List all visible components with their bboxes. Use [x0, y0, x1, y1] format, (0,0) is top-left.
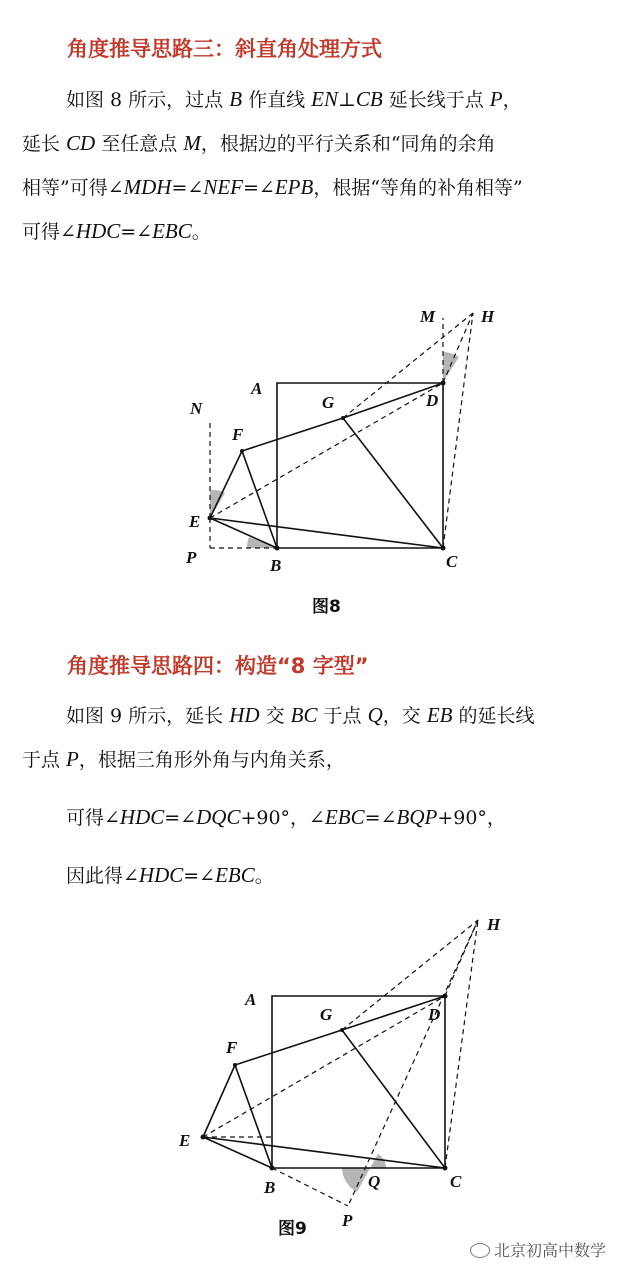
label-g-fig9: G	[320, 1005, 333, 1024]
label-d: D	[426, 391, 439, 410]
label-n: N	[190, 399, 203, 418]
point-d-fig9	[443, 994, 448, 999]
section4-title: 角度推导思路四：构造“8 字型”	[67, 654, 369, 678]
section4-line-4: 因此得∠HDC=∠EBC。	[66, 863, 274, 887]
section3-line-2: 延长 CD 至任意点 M，根据边的平行关系和“同角的余角	[22, 131, 496, 155]
section4-line-2: 于点 P，根据三角形外角与内角关系，	[22, 747, 345, 771]
segment-bp-fig9	[272, 1168, 348, 1206]
segment-gc-fig9	[342, 1030, 445, 1168]
section4-line-3: 可得∠HDC=∠DQC+90°，∠EBC=∠BQP+90°，	[66, 805, 506, 829]
point-c-fig9	[443, 1166, 448, 1171]
point-f-fig9	[233, 1063, 237, 1067]
label-a-fig9: A	[245, 990, 257, 1009]
label-q-fig9: Q	[368, 1172, 381, 1191]
wechat-icon	[470, 1243, 490, 1258]
segment-ef-fig9	[203, 1065, 235, 1137]
label-c: C	[446, 552, 458, 571]
watermark-text: 北京初高中数学	[494, 1241, 607, 1260]
label-b: B	[270, 556, 282, 575]
point-e-fig9	[201, 1135, 206, 1140]
label-h-fig9: H	[487, 915, 501, 934]
label-c-fig9: C	[450, 1172, 462, 1191]
angle-bqp-wedge	[342, 1168, 370, 1192]
label-e-fig9: E	[179, 1131, 191, 1150]
section3-line-1: 如图 8 所示，过点 B 作直线 EN⊥CB 延长线于点 P，	[66, 87, 522, 111]
segment-fg-fig9	[235, 1030, 342, 1065]
label-p: P	[186, 548, 197, 567]
angle-dqc-wedge	[370, 1154, 386, 1168]
point-g-fig9	[340, 1028, 344, 1032]
label-f: F	[232, 425, 244, 444]
section3-title: 角度推导思路三：斜直角处理方式	[67, 37, 382, 61]
figure-9-dashed-lines	[203, 920, 478, 1206]
label-b-fig9: B	[264, 1178, 276, 1197]
label-h: H	[481, 307, 495, 326]
section3-line-3: 相等”可得∠MDH=∠NEF=∠EPB，根据“等角的补角相等”	[22, 175, 523, 199]
section3-line-4: 可得∠HDC=∠EBC。	[22, 219, 211, 243]
point-b-fig9	[270, 1166, 275, 1171]
label-d-fig9: D	[428, 1005, 441, 1024]
label-p-fig9: P	[342, 1211, 353, 1230]
figure-9-labels	[178, 915, 501, 1230]
label-f-fig9: F	[226, 1038, 238, 1057]
label-g: G	[322, 393, 335, 412]
segment-gh-fig9	[342, 920, 478, 1030]
figure-9-caption: 图9	[278, 1219, 307, 1239]
label-e: E	[189, 512, 201, 531]
label-a: A	[251, 379, 263, 398]
figure-8-caption: 图8	[312, 597, 341, 617]
watermark	[470, 1238, 606, 1261]
section4-line-1: 如图 9 所示，延长 HD 交 BC 于点 Q，交 EB 的延长线	[66, 703, 535, 727]
label-m: M	[420, 307, 436, 326]
segment-fb-fig9	[235, 1065, 272, 1168]
